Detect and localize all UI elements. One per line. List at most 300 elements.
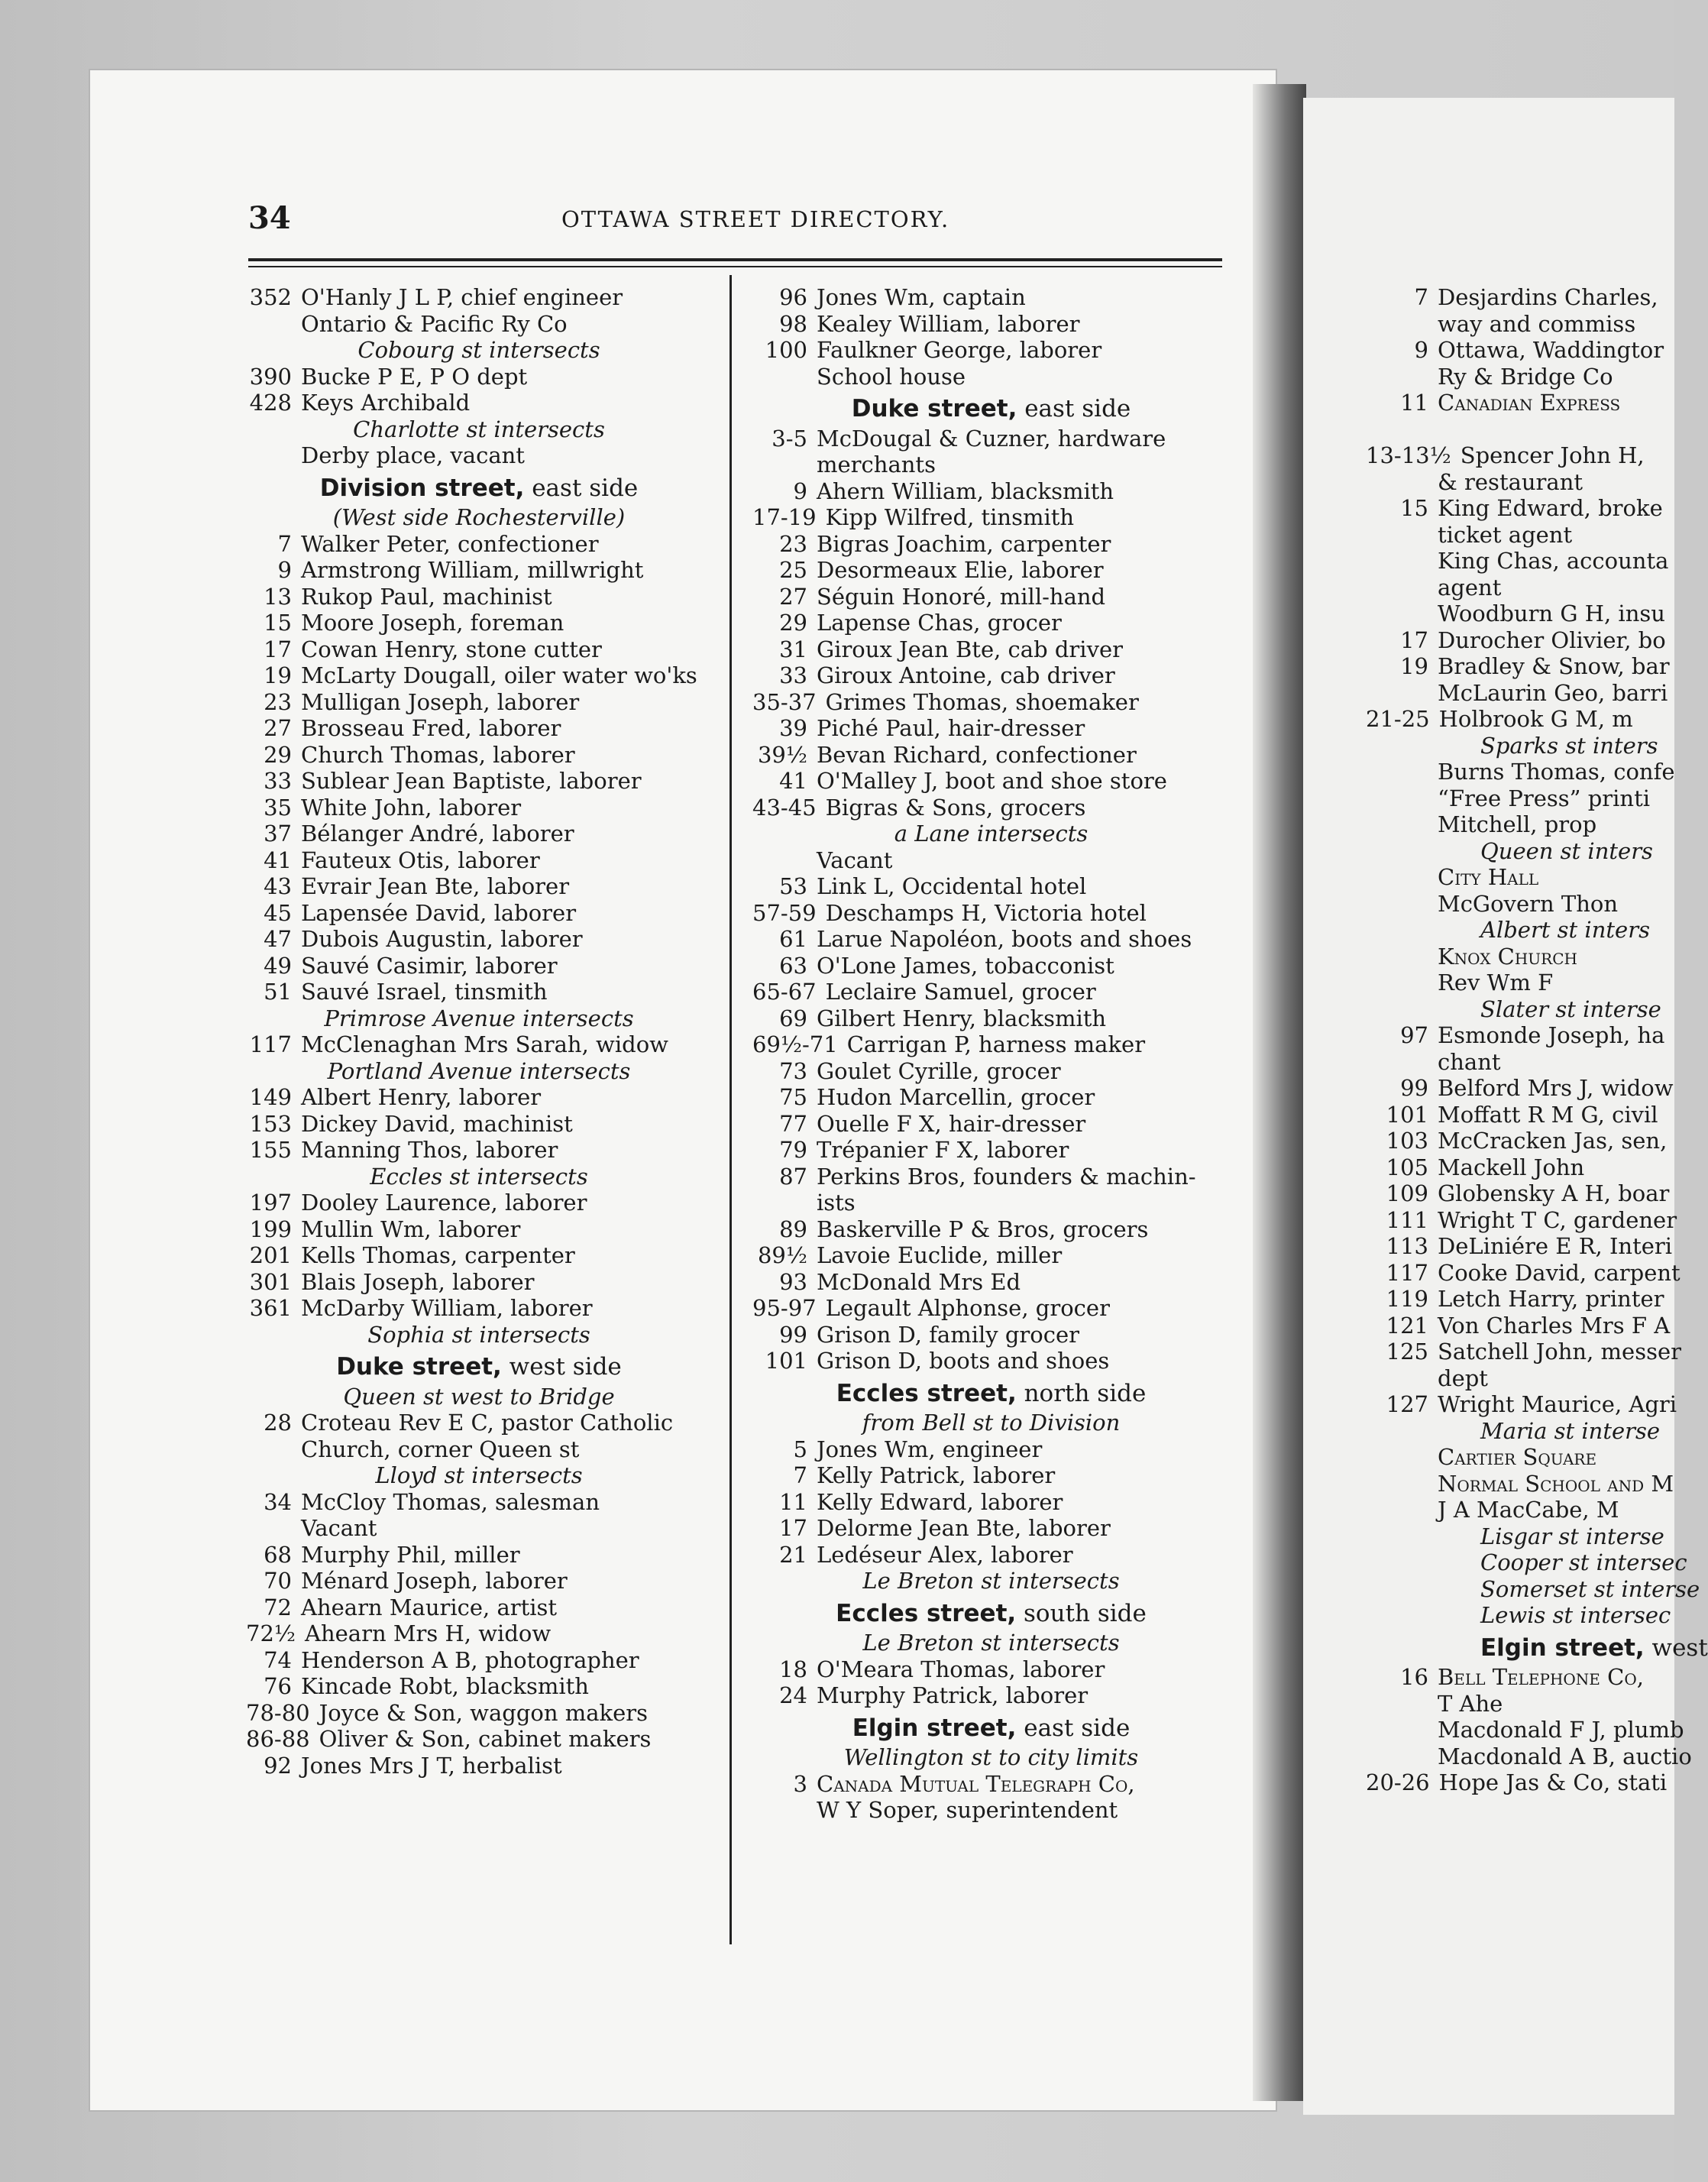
directory-entry <box>1366 1664 1671 1691</box>
entry-text: Trépanier F X, laborer <box>817 1137 1069 1163</box>
directory-entry <box>246 636 712 663</box>
street-number: 37 <box>264 821 292 847</box>
continuation-line: Mitchell, prop <box>1438 811 1597 837</box>
continuation-line: Macdonald F J, plumb <box>1438 1717 1684 1743</box>
directory-entry <box>246 1111 712 1138</box>
street-number: 92 <box>264 1752 292 1779</box>
directory-entry <box>246 1269 712 1296</box>
entry-text: Grimes Thomas, shoemaker <box>825 688 1139 715</box>
entry-text: Mulligan Joseph, laborer <box>301 688 580 715</box>
entry-text: Henderson A B, photographer <box>301 1646 639 1673</box>
directory-entry <box>246 1594 712 1621</box>
entry-text: Rukop Paul, machinist <box>301 583 552 610</box>
directory-entry <box>246 1031 712 1058</box>
entry-text: McLarty Dougall, oiler water wo'ks <box>301 662 697 688</box>
entry-text: Murphy Patrick, laborer <box>817 1682 1089 1708</box>
directory-entry <box>1366 653 1671 680</box>
directory-entry <box>752 1269 1230 1296</box>
street-number: 21-25 <box>1366 706 1430 732</box>
entry-text: Piché Paul, hair-dresser <box>817 715 1085 741</box>
entry-text: Evrair Jean Bte, laborer <box>301 873 570 899</box>
entry-text: Moffatt R M G, civil <box>1438 1101 1658 1128</box>
continuation-line: ticket agent <box>1438 521 1573 548</box>
intersection-note: Cobourg st intersects <box>357 337 600 363</box>
entry-text: Hope Jas & Co, stati <box>1438 1769 1668 1795</box>
directory-entry <box>246 531 712 558</box>
entry-text: Desormeaux Elie, laborer <box>817 557 1104 583</box>
street-number: 89 <box>779 1216 807 1242</box>
entry-text: Gilbert Henry, blacksmith <box>817 1005 1107 1031</box>
entry-text: White John, laborer <box>301 794 522 821</box>
intersection-note: Eccles st intersects <box>370 1163 588 1190</box>
entry-text: Bell Telephone Co, <box>1438 1664 1644 1690</box>
street-number: 201 <box>249 1242 292 1268</box>
continuation-line: Normal School and M <box>1438 1470 1674 1497</box>
entry-text: Bevan Richard, confectioner <box>817 741 1137 768</box>
street-number: 63 <box>779 952 807 979</box>
street-number: 361 <box>249 1295 292 1321</box>
entry-text: Durocher Olivier, bo <box>1438 626 1666 653</box>
intersection-note: (West side Rochesterville) <box>332 504 626 530</box>
directory-entry <box>246 715 712 742</box>
directory-entry <box>752 1542 1230 1569</box>
continuation-line: Church, corner Queen st <box>301 1436 580 1462</box>
entry-text: Wright Maurice, Agri <box>1438 1391 1677 1417</box>
directory-entry <box>752 1489 1230 1516</box>
entry-text: Perkins Bros, founders & machin- <box>817 1163 1196 1190</box>
street-number: 76 <box>264 1673 292 1699</box>
entry-text: Ouelle F X, hair-dresser <box>817 1110 1086 1137</box>
street-number: 121 <box>1386 1312 1428 1339</box>
street-side: west <box>1644 1633 1708 1662</box>
entry-text: Giroux Antoine, cab driver <box>817 662 1115 688</box>
entry-text: Bigras & Sons, grocers <box>825 794 1086 821</box>
intersection-note: Lloyd st intersects <box>375 1462 583 1488</box>
page-header <box>248 200 1226 246</box>
directory-entry <box>752 284 1230 311</box>
street-number: 43 <box>264 873 292 899</box>
entry-text: Dooley Laurence, laborer <box>301 1190 587 1216</box>
street-number: 97 <box>1400 1022 1428 1048</box>
continuation-line: McLaurin Geo, barri <box>1438 679 1668 706</box>
entry-text: McDougal & Cuzner, hardware <box>817 425 1166 452</box>
street-number: 24 <box>779 1682 807 1708</box>
street-number: 79 <box>779 1137 807 1163</box>
street-number: 13 <box>264 583 292 610</box>
directory-entry <box>752 531 1230 558</box>
directory-entry <box>246 689 712 716</box>
intersection-note: Lewis st intersec <box>1480 1602 1671 1628</box>
entry-text: Jones Wm, engineer <box>817 1436 1043 1462</box>
directory-entry <box>752 1322 1230 1348</box>
directory-entry <box>246 1489 712 1516</box>
directory-entry <box>752 1084 1230 1111</box>
directory-entry <box>246 390 712 416</box>
street-number: 101 <box>1386 1101 1428 1128</box>
street-number: 27 <box>264 715 292 741</box>
continuation-line: merchants <box>817 452 936 478</box>
continuation-line: School house <box>817 363 966 390</box>
directory-entry <box>1366 337 1671 364</box>
entry-text: Fauteux Otis, laborer <box>301 847 540 873</box>
directory-entry <box>752 636 1230 663</box>
entry-text: Wright T C, gardener <box>1438 1206 1677 1233</box>
street-number: 11 <box>1400 390 1428 416</box>
street-heading <box>752 1715 1230 1742</box>
entry-text: McCracken Jas, sen, <box>1438 1128 1668 1154</box>
page-title: OTTAWA STREET DIRECTORY. <box>561 206 950 232</box>
street-number: 17 <box>779 1515 807 1541</box>
directory-entry <box>752 1058 1230 1085</box>
continuation-line: & restaurant <box>1438 468 1583 495</box>
entry-text: Goulet Cyrille, grocer <box>817 1057 1061 1084</box>
entry-text: McDonald Mrs Ed <box>817 1268 1021 1295</box>
directory-entry <box>246 1647 712 1674</box>
street-heading <box>752 396 1230 422</box>
street-number: 49 <box>264 952 292 979</box>
street-name: Eccles street, <box>836 1599 1017 1627</box>
entry-text: Legault Alphonse, grocer <box>825 1295 1110 1321</box>
street-number: 72½ <box>246 1620 296 1646</box>
street-number: 111 <box>1386 1206 1428 1233</box>
directory-entry <box>246 1542 712 1569</box>
street-number: 155 <box>249 1137 292 1163</box>
entry-text: Giroux Jean Bte, cab driver <box>817 636 1123 662</box>
entry-text: Kealey William, laborer <box>817 310 1080 337</box>
street-number: 34 <box>264 1488 292 1515</box>
entry-text: Esmonde Joseph, ha <box>1438 1022 1665 1048</box>
continuation-line: way and commiss <box>1438 310 1636 337</box>
entry-text: Lapensée David, laborer <box>301 899 577 926</box>
entry-text: Kells Thomas, carpenter <box>301 1242 575 1268</box>
street-number: 3 <box>793 1770 807 1797</box>
continuation-line: King Chas, accounta <box>1438 548 1669 574</box>
entry-text: Ottawa, Waddingtor <box>1438 337 1664 363</box>
street-number: 20-26 <box>1366 1769 1430 1795</box>
entry-text: Grison D, family grocer <box>817 1321 1080 1348</box>
intersection-note: Portland Avenue intersects <box>327 1057 631 1084</box>
street-number: 99 <box>1400 1075 1428 1101</box>
entry-text: Deschamps H, Victoria hotel <box>825 899 1147 926</box>
directory-entry <box>246 1295 712 1322</box>
continuation-line: T Ahe <box>1438 1690 1503 1717</box>
street-number: 39 <box>779 715 807 741</box>
entry-text: Holbrook G M, m <box>1438 706 1633 732</box>
directory-entry <box>752 1682 1230 1709</box>
left-column <box>246 284 712 1779</box>
street-number: 100 <box>765 337 807 363</box>
entry-text: Dubois Augustin, laborer <box>301 926 583 952</box>
directory-entry <box>752 504 1230 531</box>
street-number: 11 <box>779 1488 807 1515</box>
entry-text: Jones Mrs J T, herbalist <box>301 1752 562 1779</box>
entry-text: Croteau Rev E C, pastor Catholic <box>301 1410 674 1436</box>
street-number: 7 <box>277 530 292 557</box>
directory-entry <box>1366 1259 1681 1287</box>
intersection-note: Sparks st inters <box>1480 732 1658 759</box>
continuation-line: Ry & Bridge Co <box>1438 363 1613 390</box>
entry-text: Sauvé Israel, tinsmith <box>301 979 548 1005</box>
street-number: 43-45 <box>752 794 817 821</box>
street-side: east side <box>1017 395 1131 422</box>
entry-text: Oliver & Son, cabinet makers <box>319 1726 652 1752</box>
entry-text: Ménard Joseph, laborer <box>301 1568 568 1594</box>
street-number: 73 <box>779 1057 807 1084</box>
entry-text: Brosseau Fred, laborer <box>301 715 561 741</box>
directory-entry <box>246 1137 712 1164</box>
directory-entry <box>752 953 1230 979</box>
entry-text: Canada Mutual Telegraph Co, <box>817 1770 1135 1797</box>
directory-entry <box>1366 627 1671 654</box>
directory-entry <box>246 1084 712 1111</box>
directory-entry <box>246 662 712 689</box>
street-number: 31 <box>779 636 807 662</box>
directory-entry <box>246 873 712 900</box>
directory-entry <box>752 584 1230 610</box>
street-number: 69 <box>779 1005 807 1031</box>
directory-entry <box>246 979 712 1005</box>
entry-text: Carrigan P, harness maker <box>846 1031 1146 1057</box>
directory-entry <box>246 364 712 390</box>
book-gutter <box>1253 84 1306 2101</box>
entry-text: Faulkner George, laborer <box>817 337 1102 363</box>
entry-text: Church Thomas, laborer <box>301 741 575 768</box>
street-number: 96 <box>779 284 807 310</box>
street-number: 9 <box>277 557 292 583</box>
entry-text: Albert Henry, laborer <box>301 1084 542 1110</box>
entry-text: Bradley & Snow, bar <box>1438 653 1670 679</box>
street-number: 117 <box>1386 1259 1428 1286</box>
directory-entry <box>246 768 712 795</box>
directory-entry <box>752 979 1230 1005</box>
street-number: 21 <box>779 1541 807 1568</box>
directory-entry <box>246 284 712 311</box>
street-heading <box>1366 1633 1708 1662</box>
directory-entry <box>752 1515 1230 1542</box>
street-name: Elgin street, <box>1480 1633 1645 1662</box>
entry-text: Joyce & Son, waggon makers <box>319 1699 649 1726</box>
street-number: 47 <box>264 926 292 952</box>
entry-text: Lapense Chas, grocer <box>817 610 1062 636</box>
street-number: 9 <box>793 478 807 504</box>
continuation-line <box>1366 416 1671 443</box>
street-number: 103 <box>1386 1128 1428 1154</box>
directory-entry <box>1366 1286 1671 1313</box>
street-number: 17 <box>1400 626 1428 653</box>
directory-entry <box>246 1242 712 1269</box>
entry-text: Cooke David, carpent <box>1438 1259 1681 1286</box>
directory-entry <box>752 926 1230 953</box>
continuation-line: J A MacCabe, M <box>1438 1497 1619 1523</box>
street-number: 25 <box>779 557 807 583</box>
street-number: 27 <box>779 583 807 610</box>
street-number: 87 <box>779 1163 807 1190</box>
right-column <box>1366 284 1708 1796</box>
street-number: 428 <box>249 390 292 416</box>
street-number: 33 <box>779 662 807 688</box>
street-number: 7 <box>1414 284 1428 310</box>
entry-text: Murphy Phil, miller <box>301 1541 520 1568</box>
intersection-note: Somerset st interse <box>1480 1575 1700 1602</box>
directory-entry <box>752 1164 1230 1190</box>
street-number: 95-97 <box>752 1295 817 1321</box>
entry-text: Ahearn Mrs H, widow <box>305 1620 552 1646</box>
header-rule-thin <box>248 266 1222 267</box>
directory-entry <box>752 1137 1230 1164</box>
entry-text: Desjardins Charles, <box>1438 284 1658 310</box>
column-divider <box>729 275 732 1944</box>
street-heading <box>752 1601 1230 1627</box>
entry-text: Von Charles Mrs F A <box>1438 1312 1671 1339</box>
entry-text: O'Meara Thomas, laborer <box>817 1656 1105 1682</box>
entry-text: Sublear Jean Baptiste, laborer <box>301 768 642 794</box>
directory-entry <box>752 337 1230 364</box>
street-number: 78-80 <box>246 1699 310 1726</box>
continuation-line: Cartier Square <box>1438 1444 1597 1470</box>
entry-text: Kelly Patrick, laborer <box>817 1462 1056 1488</box>
entry-text: Hudon Marcellin, grocer <box>817 1084 1095 1110</box>
directory-entry <box>246 900 712 927</box>
street-number: 18 <box>779 1656 807 1682</box>
street-number: 39½ <box>757 741 807 768</box>
directory-entry <box>752 557 1230 584</box>
continuation-line: Vacant <box>817 847 893 873</box>
intersection-note: Queen st west to Bridge <box>343 1383 615 1410</box>
street-number: 109 <box>1386 1180 1428 1206</box>
entry-text: King Edward, broke <box>1438 495 1663 521</box>
directory-entry <box>752 1656 1230 1683</box>
directory-entry <box>246 1700 712 1727</box>
street-side: east side <box>524 474 639 502</box>
continuation-line: Derby place, vacant <box>301 442 525 468</box>
entry-text: Blais Joseph, laborer <box>301 1268 535 1295</box>
entry-text: Canadian Express <box>1438 390 1621 416</box>
street-number: 101 <box>765 1348 807 1374</box>
intersection-note: Le Breton st intersects <box>862 1568 1120 1594</box>
intersection-note: Slater st interse <box>1480 995 1661 1022</box>
directory-entry <box>752 478 1230 505</box>
directory-entry <box>246 742 712 769</box>
directory-entry <box>752 1242 1230 1269</box>
directory-entry <box>1366 442 1671 469</box>
intersection-note: a Lane intersects <box>894 821 1089 847</box>
street-number: 390 <box>249 363 292 390</box>
street-side: south side <box>1016 1599 1147 1627</box>
continuation-line: ists <box>817 1190 856 1216</box>
entry-text: Bigras Joachim, carpenter <box>817 530 1111 557</box>
street-number: 15 <box>264 610 292 636</box>
entry-text: Letch Harry, printer <box>1438 1286 1664 1312</box>
street-number: 57-59 <box>752 899 817 926</box>
street-number: 117 <box>249 1031 292 1057</box>
entry-text: McCloy Thomas, salesman <box>301 1488 600 1515</box>
directory-entry <box>752 689 1230 716</box>
continuation-line: “Free Press” printi <box>1438 785 1651 811</box>
street-number: 68 <box>264 1541 292 1568</box>
directory-entry <box>752 1005 1230 1032</box>
intersection-note: Wellington st to city limits <box>843 1744 1139 1770</box>
directory-entry <box>246 953 712 979</box>
directory-entry <box>752 1436 1230 1463</box>
entry-text: Kincade Robt, blacksmith <box>301 1673 589 1699</box>
street-side: east side <box>1016 1714 1131 1742</box>
street-number: 61 <box>779 926 807 952</box>
entry-text: Manning Thos, laborer <box>301 1137 558 1163</box>
street-number: 5 <box>793 1436 807 1462</box>
street-number: 3-5 <box>772 425 807 452</box>
entry-text: Ahearn Maurice, artist <box>301 1594 558 1620</box>
street-number: 41 <box>264 847 292 873</box>
entry-text: Kelly Edward, laborer <box>817 1488 1063 1515</box>
directory-entry <box>752 873 1230 900</box>
street-number: 17 <box>264 636 292 662</box>
street-side: north side <box>1016 1379 1147 1407</box>
intersection-note: Maria st interse <box>1480 1417 1661 1444</box>
entry-text: Mullin Wm, laborer <box>301 1216 521 1242</box>
entry-text: Satchell John, messer <box>1438 1339 1681 1365</box>
street-number: 149 <box>249 1084 292 1110</box>
street-name: Elgin street, <box>852 1714 1017 1742</box>
entry-text: Armstrong William, millwright <box>301 557 644 583</box>
directory-entry <box>1366 1154 1671 1181</box>
directory-entry <box>246 1620 712 1647</box>
street-number: 352 <box>249 284 292 310</box>
entry-text: Lavoie Euclide, miller <box>817 1242 1063 1268</box>
entry-text: Walker Peter, confectioner <box>301 530 599 557</box>
street-number: 17-19 <box>752 504 817 530</box>
directory-entry <box>1366 1102 1671 1128</box>
entry-text: Globensky A H, boar <box>1438 1180 1670 1206</box>
continuation-line: McGovern Thon <box>1438 890 1619 917</box>
directory-entry <box>752 1216 1230 1243</box>
directory-entry <box>1366 1339 1681 1365</box>
intersection-note: Charlotte st intersects <box>353 416 605 442</box>
entry-text: Bucke P E, P O dept <box>301 363 528 390</box>
directory-entry <box>246 557 712 584</box>
directory-entry <box>752 662 1230 689</box>
street-number: 23 <box>779 530 807 557</box>
continuation-line: Ontario & Pacific Ry Co <box>301 310 568 337</box>
street-number: 69½-71 <box>752 1031 838 1057</box>
directory-entry <box>752 1462 1230 1489</box>
directory-entry <box>246 926 712 953</box>
street-number: 75 <box>779 1084 807 1110</box>
street-number: 23 <box>264 688 292 715</box>
directory-entry <box>246 847 712 874</box>
entry-text: Link L, Occidental hotel <box>817 873 1087 899</box>
entry-text: Belford Mrs J, widow <box>1438 1075 1674 1101</box>
street-number: 153 <box>249 1110 292 1137</box>
continuation-line: Rev Wm F <box>1438 970 1554 995</box>
directory-entry <box>752 426 1230 452</box>
street-name: Duke street, <box>336 1353 502 1381</box>
page-number: 34 <box>248 200 291 236</box>
intersection-note: Cooper st intersec <box>1480 1549 1687 1575</box>
intersection-note: Sophia st intersects <box>367 1321 590 1348</box>
street-number: 125 <box>1386 1339 1428 1365</box>
directory-entry <box>246 1726 712 1753</box>
intersection-note: Le Breton st intersects <box>862 1630 1120 1656</box>
street-number: 98 <box>779 310 807 337</box>
street-number: 41 <box>779 768 807 794</box>
street-number: 16 <box>1400 1664 1428 1690</box>
street-number: 13-13½ <box>1366 442 1451 468</box>
directory-entry <box>246 821 712 847</box>
directory-entry <box>246 1753 712 1779</box>
directory-entry <box>246 1673 712 1700</box>
street-number: 65-67 <box>752 979 817 1005</box>
directory-entry <box>752 1111 1230 1138</box>
